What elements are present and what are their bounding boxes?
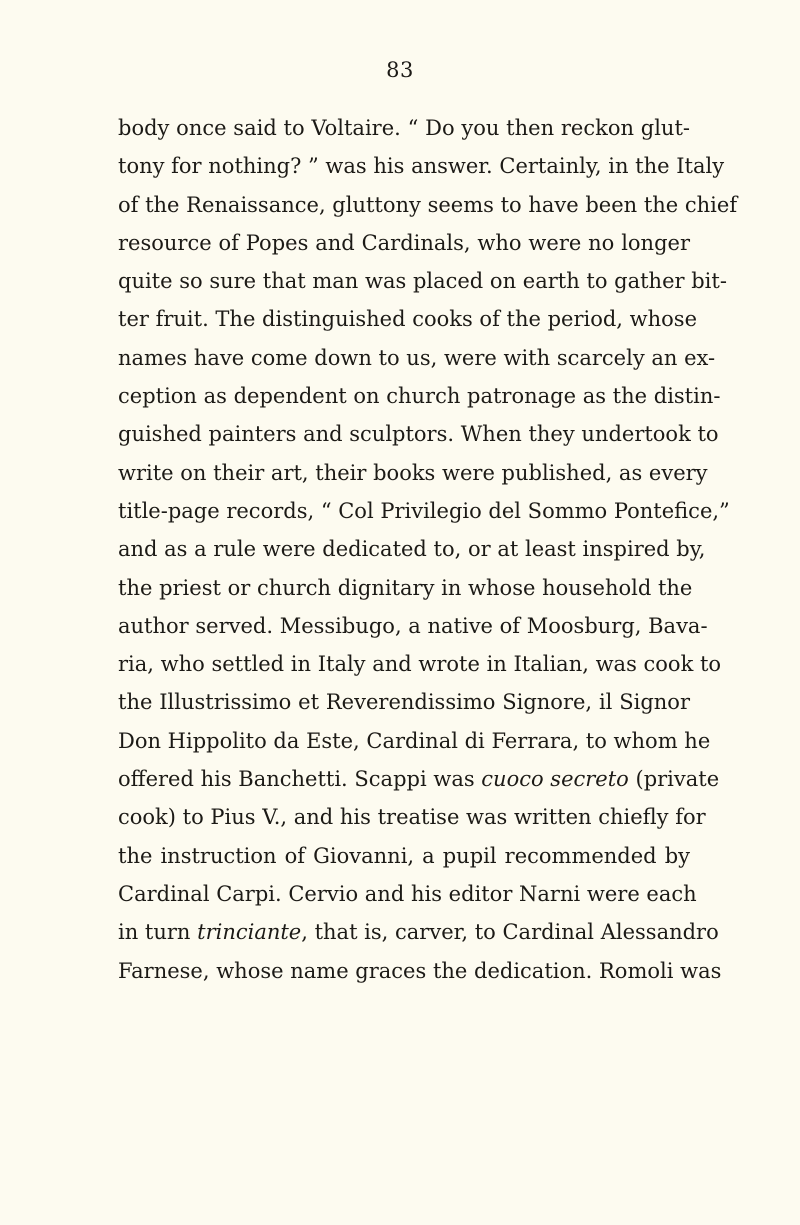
text-segment: offered his Banchetti. Scappi was [118, 767, 482, 792]
italic-phrase: trinciante [197, 920, 302, 945]
italic-phrase: cuoco secreto [481, 767, 629, 792]
text-line [118, 798, 706, 836]
text-segment: names have come down to us, were with scarcely an ex- [118, 345, 716, 370]
text-segment: the instruction of Giovanni, a pupil recommended by [118, 843, 690, 868]
text-segment: ception as dependent on church patronage as the distin- [118, 384, 721, 409]
text-segment: , that is, carver, to Cardinal Alessandro [301, 920, 719, 945]
text-line [118, 952, 722, 990]
text-line [118, 109, 690, 147]
text-line [118, 875, 697, 913]
text-segment: Don Hippolito da Este, Cardinal di Ferrara, to whom he [118, 728, 711, 753]
text-segment: tony for nothing? ” was his answer. Certainly, in the Italy [118, 154, 725, 179]
text-line [118, 186, 738, 224]
text-segment: of the Renaissance, gluttony seems to have been the chief [118, 192, 738, 217]
text-line [118, 645, 722, 683]
text-segment: ria, who settled in Italy and wrote in Italian, was cook to [118, 652, 722, 677]
text-line [118, 722, 711, 760]
page-number: 83 [386, 58, 414, 82]
text-line [118, 377, 721, 415]
text-segment: Cardinal Carpi. Cervio and his editor Narni were each [118, 881, 697, 906]
text-line [118, 339, 716, 377]
body-text [118, 109, 738, 990]
text-segment: the priest or church dignitary in whose household the [118, 575, 693, 600]
text-line [118, 415, 719, 453]
text-line [118, 607, 708, 645]
text-line [118, 760, 720, 798]
text-segment: the Illustrissimo et Reverendissimo Signore, il Signor [118, 690, 690, 715]
text-segment: quite so sure that man was placed on earth to gather bit- [118, 269, 727, 294]
text-segment: title-page records, “ Col Privilegio del Sommo Pontefice,” [118, 498, 730, 523]
text-line [118, 147, 725, 185]
text-line [118, 837, 690, 875]
text-segment: write on their art, their books were published, as every [118, 460, 708, 485]
text-line [118, 530, 706, 568]
text-line [118, 913, 719, 951]
text-segment: author served. Messibugo, a native of Moosburg, Bava- [118, 613, 708, 638]
text-line [118, 224, 690, 262]
text-segment: and as a rule were dedicated to, or at least inspired by, [118, 537, 706, 562]
text-line [118, 569, 693, 607]
text-line [118, 683, 690, 721]
text-segment: guished painters and sculptors. When they undertook to [118, 422, 719, 447]
text-segment: (private [628, 767, 720, 792]
text-line [118, 262, 727, 300]
text-line [118, 300, 697, 338]
text-segment: body once said to Voltaire. “ Do you then reckon glut- [118, 116, 690, 140]
text-segment: Farnese, whose name graces the dedication. Romoli was [118, 958, 722, 983]
text-segment: ter fruit. The distinguished cooks of the period, whose [118, 307, 697, 332]
text-segment: resource of Popes and Cardinals, who were no longer [118, 230, 690, 255]
text-segment: in turn [118, 920, 198, 945]
text-segment: cook) to Pius V., and his treatise was written chiefly for [118, 805, 706, 830]
text-line [118, 492, 730, 530]
text-line [118, 454, 708, 492]
